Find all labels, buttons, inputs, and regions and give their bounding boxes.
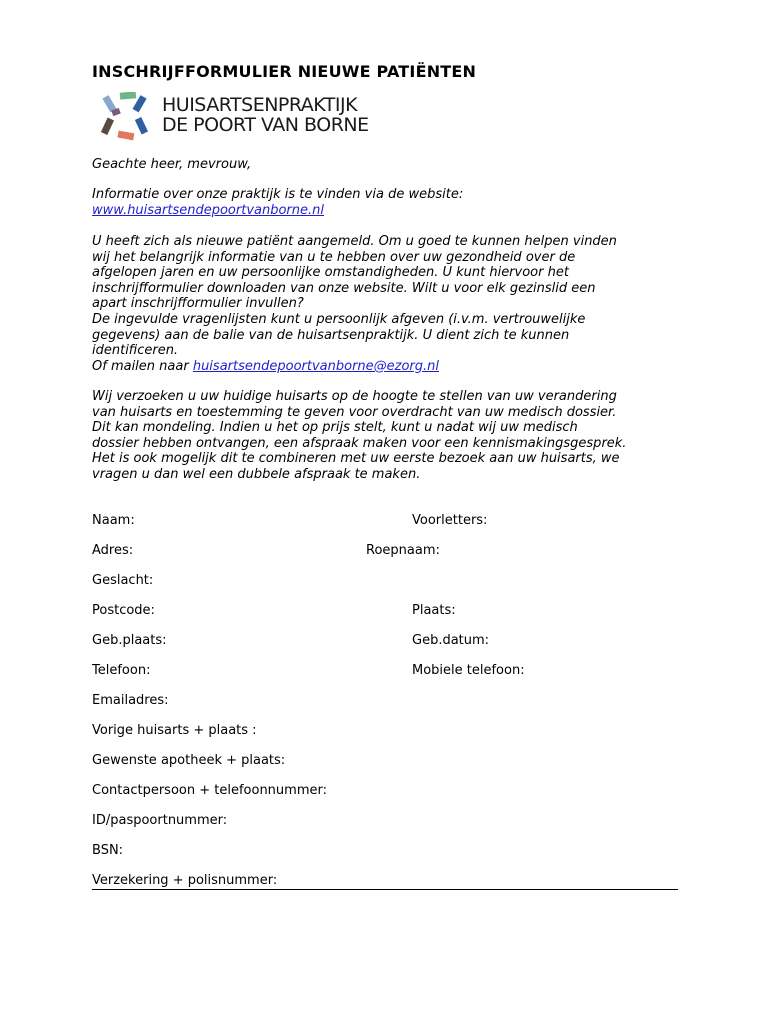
intro-paragraph — [92, 234, 692, 374]
paragraph-line: De ingevulde vragenlijsten kunt u persoonlijk afgeven (i.v.m. vertrouwelijke — [92, 311, 586, 327]
field-id-paspoort[interactable]: ID/paspoortnummer: — [92, 813, 228, 828]
logo-mark-icon — [100, 92, 158, 142]
paragraph-line: apart inschrijfformulier invullen? — [92, 296, 304, 312]
website-link[interactable]: www.huisartsendepoortvanborne.nl — [92, 202, 325, 218]
email-link[interactable]: huisartsendepoortvanborne@ezorg.nl — [192, 358, 440, 374]
field-vorige-huisarts[interactable]: Vorige huisarts + plaats : — [92, 723, 257, 738]
paragraph-line: gegevens) aan de balie van de huisartsenpraktijk. U dient zich te kunnen — [92, 327, 570, 343]
field-plaats[interactable]: Plaats: — [412, 603, 456, 618]
paragraph-line: dossier hebben ontvangen, een afspraak maken voor een kennismakingsgesprek. — [92, 435, 627, 451]
paragraph-line: afgelopen jaren en uw persoonlijke omstandigheden. U kunt hiervoor het — [92, 265, 569, 281]
field-roepnaam[interactable]: Roepnaam: — [366, 543, 440, 558]
salutation: Geachte heer, mevrouw, — [92, 157, 252, 172]
paragraph-line: wij het belangrijk informatie van u te hebben over uw gezondheid over de — [92, 249, 576, 265]
website-intro: Informatie over onze praktijk is te vinden via de website: — [92, 187, 464, 202]
paragraph-line: vragen u dan wel een dubbele afspraak te maken. — [92, 466, 421, 482]
mail-prefix: Of mailen naar — [92, 358, 193, 374]
paragraph-line: Dit kan mondeling. Indien u het op prijs stelt, kunt u nadat wij uw medisch — [92, 420, 578, 436]
logo-line1: HUISARTSENPRAKTIJK — [162, 94, 358, 116]
field-telefoon[interactable]: Telefoon: — [92, 663, 151, 678]
bottom-rule — [92, 889, 678, 890]
document-title: INSCHRIJFFORMULIER NIEUWE PATIËNTEN — [92, 62, 477, 81]
paragraph-line: identificeren. — [92, 343, 179, 359]
field-mobiele-telefoon[interactable]: Mobiele telefoon: — [412, 663, 525, 678]
website-block — [92, 187, 692, 218]
field-geslacht[interactable]: Geslacht: — [92, 573, 154, 588]
mail-line — [92, 359, 692, 375]
paragraph-line: van huisarts en toestemming te geven voor overdracht van uw medisch dossier. — [92, 404, 617, 420]
field-emailadres[interactable]: Emailadres: — [92, 693, 169, 708]
paragraph-line: Wij verzoeken u uw huidige huisarts op de hoogte te stellen van uw verandering — [92, 389, 617, 404]
field-gebdatum[interactable]: Geb.datum: — [412, 633, 490, 648]
practice-logo — [100, 92, 369, 142]
paragraph-line: inschrijfformulier downloaden van onze website. Wilt u voor elk gezinslid een — [92, 280, 596, 296]
logo-line2: DE POORT VAN BORNE — [162, 114, 369, 136]
paragraph-line: Het is ook mogelijk dit te combineren met uw eerste bezoek aan uw huisarts, we — [92, 451, 620, 467]
paragraph-line: U heeft zich als nieuwe patiënt aangemeld. Om u goed te kunnen helpen vinden — [92, 234, 617, 249]
field-apotheek[interactable]: Gewenste apotheek + plaats: — [92, 753, 286, 768]
field-naam[interactable]: Naam: — [92, 513, 135, 528]
field-adres[interactable]: Adres: — [92, 543, 134, 558]
field-verzekering[interactable]: Verzekering + polisnummer: — [92, 873, 278, 888]
field-bsn[interactable]: BSN: — [92, 843, 124, 858]
transfer-paragraph — [92, 389, 692, 483]
field-contactpersoon[interactable]: Contactpersoon + telefoonnummer: — [92, 783, 327, 798]
field-voorletters[interactable]: Voorletters: — [412, 513, 488, 528]
field-gebplaats[interactable]: Geb.plaats: — [92, 633, 167, 648]
field-postcode[interactable]: Postcode: — [92, 603, 155, 618]
